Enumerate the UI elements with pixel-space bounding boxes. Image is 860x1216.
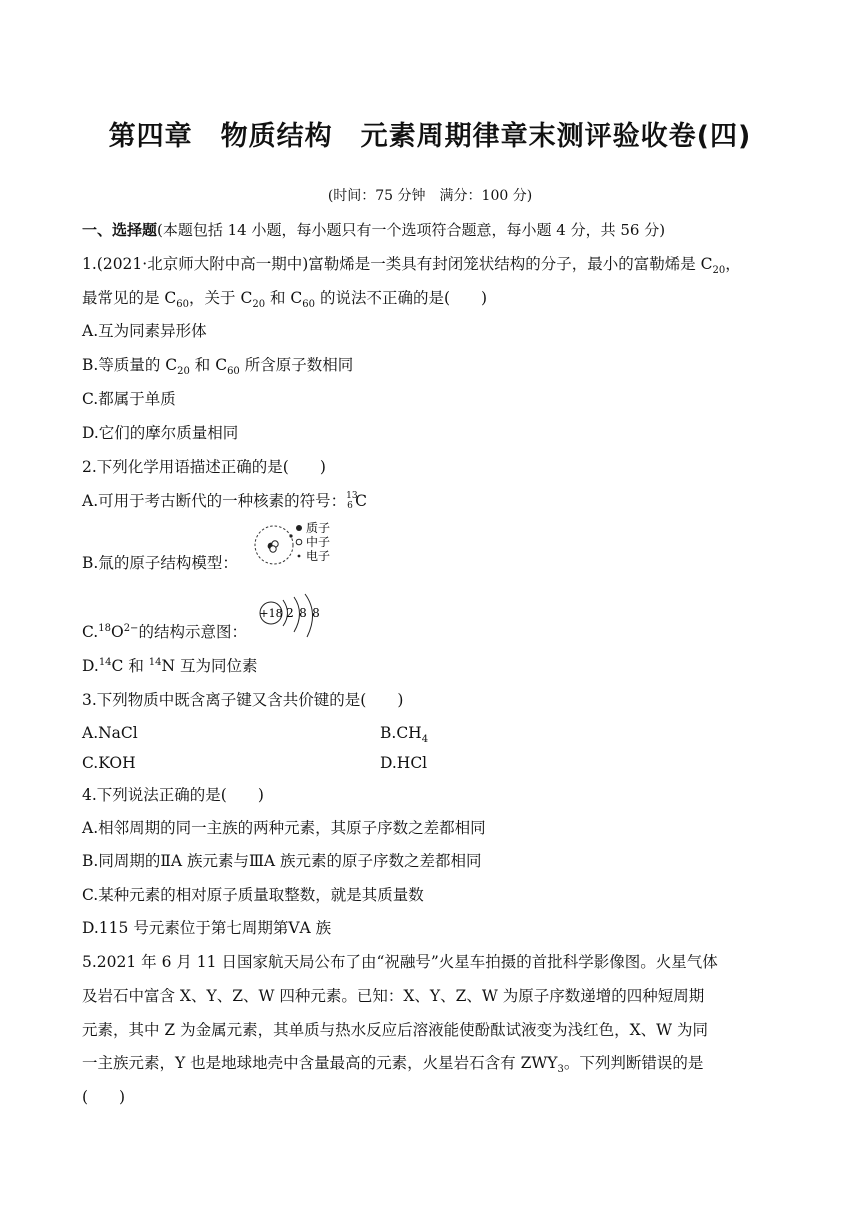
element-symbol: O: [110, 623, 124, 641]
q3-option-b: [380, 723, 429, 746]
subscript: 20: [252, 299, 266, 311]
q2-option-b: B.氚的原子结构模型：: [82, 554, 238, 572]
legend-neutron-icon: [296, 539, 302, 545]
nucleus-charge: +18: [259, 607, 283, 620]
q1-option-d: D.它们的摩尔质量相同: [82, 424, 239, 442]
subscript: 3: [557, 1064, 564, 1076]
q1-text: ，关于 C: [189, 289, 253, 307]
subscript: 4: [421, 734, 429, 746]
q2-option-c-text: C.: [82, 623, 99, 641]
q4-option-d: D.115 号元素位于第七周期第ⅤA 族: [82, 919, 332, 937]
nuclide-notation: [346, 491, 358, 511]
q3-stem: 3.下列物质中既含离子键又含共价键的是( ): [82, 691, 404, 709]
q1-option-c: C.都属于单质: [82, 390, 176, 408]
q2-option-a-text: A.可用于考古断代的一种核素的符号：: [82, 492, 347, 510]
mass-number: 13: [346, 491, 358, 501]
shell-2-count: 8: [299, 606, 307, 620]
exam-meta: (时间：75 分钟 满分：100 分): [327, 188, 533, 204]
section-heading: [82, 220, 665, 240]
atomic-number: 6: [347, 501, 353, 511]
q4-stem: 4.下列说法正确的是( ): [82, 786, 264, 804]
q1-text: 1.(2021·北京师大附中高一期中)富勒烯是一类具有封闭笼状结构的分子，最小的富勒烯是 C: [82, 255, 713, 273]
q2-stem: 2.下列化学用语描述正确的是( ): [82, 458, 326, 476]
q5-stem-line2: 及岩石中富含 X、Y、Z、W 四种元素。已知：X、Y、Z、W 为原子序数递增的四种短周期: [82, 987, 705, 1005]
tritium-model-diagram: [250, 520, 340, 570]
subscript: 20: [177, 366, 190, 378]
ion-structure-diagram: [256, 592, 336, 642]
shell-1-count: 2: [286, 606, 294, 620]
q1-option-b-text: 所含原子数相同: [239, 356, 354, 374]
q3-option-a: A.NaCl: [82, 724, 138, 742]
q4-option-a: A.相邻周期的同一主族的两种元素，其原子序数之差都相同: [82, 819, 486, 837]
q4-option-b: B.同周期的ⅡA 族元素与ⅢA 族元素的原子序数之差都相同: [82, 852, 482, 870]
legend-proton-icon: [296, 525, 302, 531]
q2-option-c-text: 的结构示意图：: [138, 623, 247, 641]
page-title: 第四章 物质结构 元素周期律章末测评验收卷(四): [108, 121, 752, 152]
element-symbol: C: [355, 492, 367, 510]
q2-option-a: [82, 491, 367, 511]
superscript: 18: [98, 622, 111, 634]
legend-proton-label: 质子: [306, 521, 331, 535]
q1-text: 和 C: [265, 289, 303, 307]
q2-option-d-text: C 和: [111, 657, 149, 675]
superscript: 14: [148, 656, 162, 668]
q5-stem-line3: 元素，其中 Z 为金属元素，其单质与热水反应后溶液能使酚酞试液变为浅红色，X、W 为同: [82, 1021, 709, 1039]
q5-answer-paren: ( ): [82, 1088, 126, 1106]
q1-text: 的说法不正确的是( ): [315, 289, 488, 307]
q1-stem-line1: [82, 254, 741, 277]
subscript: 20: [712, 265, 726, 277]
q5-stem-line1: 5.2021 年 6 月 11 日国家航天局公布了由“祝融号”火星车拍摄的首批科学影像图。火星气体: [82, 953, 718, 971]
q2-option-d: [82, 656, 258, 676]
legend-electron-icon: [298, 555, 301, 558]
q1-option-b: [82, 355, 354, 378]
q1-text: ，: [725, 255, 741, 273]
section-label: 一、选择题: [82, 221, 158, 239]
section-description: (本题包括 14 小题，每小题只有一个选项符合题意，每小题 4 分，共 56 分): [157, 221, 666, 239]
orbit-electron-icon: [289, 534, 292, 537]
legend-electron-label: 电子: [306, 549, 331, 563]
q2-option-d-text: D.: [82, 657, 99, 675]
superscript: 2−: [123, 622, 139, 634]
q1-option-b-text: B.等质量的 C: [82, 356, 178, 374]
subscript: 60: [227, 366, 240, 378]
q1-stem-line2: [82, 288, 488, 311]
nucleus-neutron-icon: [270, 546, 276, 552]
q3-option-b-text: B.CH: [380, 724, 422, 742]
subscript: 60: [302, 299, 316, 311]
q4-option-c: C.某种元素的相对原子质量取整数，就是其质量数: [82, 886, 424, 904]
q2-option-d-text: N 互为同位素: [161, 657, 258, 675]
q1-option-a: A.互为同素异形体: [82, 322, 207, 340]
q5-text: 一主族元素，Y 也是地球地壳中含量最高的元素，火星岩石含有 ZWY: [82, 1054, 558, 1072]
superscript: 14: [98, 656, 112, 668]
q5-text: 。下列判断错误的是: [563, 1054, 704, 1072]
legend-neutron-label: 中子: [306, 535, 331, 549]
q1-text: 最常见的是 C: [82, 289, 177, 307]
shell-3-count: 8: [312, 606, 320, 620]
subscript: 60: [176, 299, 190, 311]
q3-option-c: C.KOH: [82, 754, 136, 772]
q3-option-d: D.HCl: [380, 754, 428, 772]
q5-stem-line4: [82, 1053, 704, 1076]
q1-option-b-text: 和 C: [189, 356, 228, 374]
q2-option-c: [82, 622, 247, 642]
